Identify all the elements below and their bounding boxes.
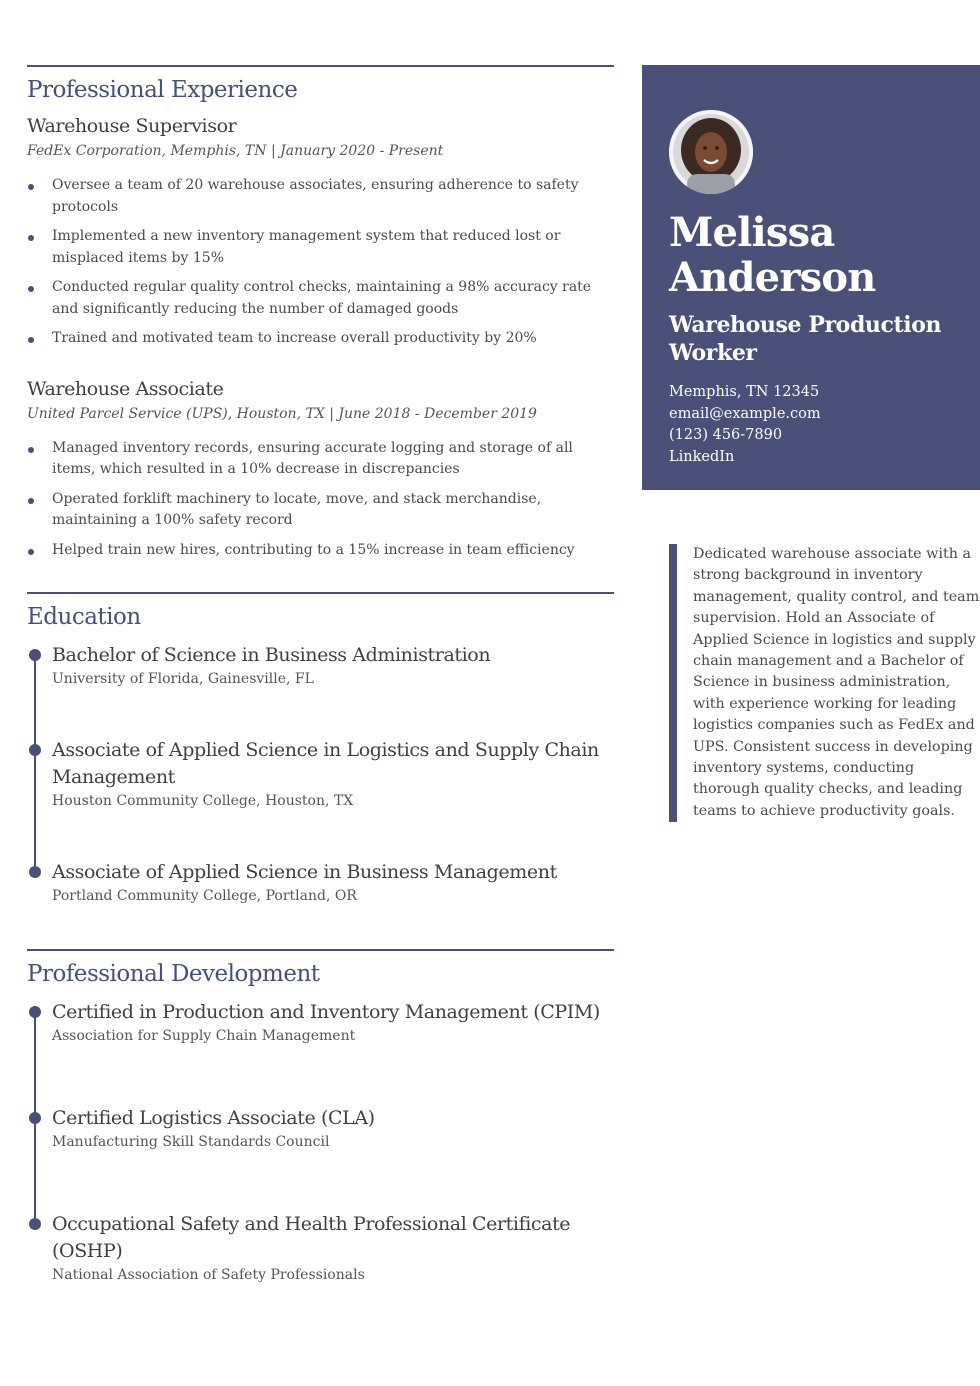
job-bullet: Conducted regular quality control checks, maintaining a 98% accuracy rate and significantly reducing the number of damaged goods	[27, 277, 614, 320]
job-bullet: Implemented a new inventory management system that reduced lost or misplaced items by 15%	[27, 226, 614, 269]
timeline-dot	[29, 649, 41, 661]
education-section	[27, 592, 614, 949]
job-bullet: Oversee a team of 20 warehouse associates, ensuring adherence to safety protocols	[27, 175, 614, 218]
certificate-title: Certified in Production and Inventory Management (CPIM)	[52, 1001, 600, 1023]
job-bullets	[27, 438, 614, 562]
development-item	[27, 1105, 614, 1152]
job-bullets	[27, 175, 614, 350]
job-bullet: Trained and motivated team to increase overall productivity by 20%	[27, 328, 614, 350]
job-entry	[27, 115, 614, 350]
timeline-dot	[29, 1006, 41, 1018]
development-heading: Professional Development	[27, 961, 320, 987]
timeline-dot	[29, 866, 41, 878]
education-item	[27, 642, 614, 689]
school-name: Houston Community College, Houston, TX	[52, 793, 354, 809]
job-title: Warehouse Supervisor	[27, 115, 237, 137]
education-timeline	[27, 642, 614, 906]
timeline-dot	[29, 744, 41, 756]
experience-heading: Professional Experience	[27, 77, 298, 103]
job-role: Warehouse Production Worker	[669, 312, 942, 366]
experience-section	[27, 65, 614, 592]
education-item	[27, 737, 614, 811]
education-heading: Education	[27, 604, 141, 630]
job-bullet: Operated forklift machinery to locate, move, and stack merchandise, maintaining a 100% safety record	[27, 489, 614, 532]
email-link[interactable]: email@example.com	[669, 405, 821, 422]
main-column	[27, 65, 614, 1285]
development-item	[27, 999, 614, 1046]
development-timeline	[27, 999, 614, 1285]
certificate-title: Certified Logistics Associate (CLA)	[52, 1107, 375, 1129]
timeline-dot	[29, 1218, 41, 1230]
job-meta: FedEx Corporation, Memphis, TN | January 2020 - Present	[27, 143, 444, 159]
avatar	[669, 110, 753, 194]
certificate-title: Occupational Safety and Health Professional Certificate (OSHP)	[52, 1213, 571, 1262]
education-item	[27, 859, 614, 906]
degree-title: Associate of Applied Science in Business Management	[52, 861, 557, 883]
first-name: Melissa	[669, 209, 835, 256]
linkedin-link[interactable]: LinkedIn	[669, 448, 735, 465]
development-item	[27, 1211, 614, 1285]
avatar-photo-icon	[669, 110, 753, 194]
job-title: Warehouse Associate	[27, 377, 224, 400]
candidate-name	[669, 210, 969, 300]
school-name: University of Florida, Gainesville, FL	[52, 671, 314, 687]
job-meta: United Parcel Service (UPS), Houston, TX | June 2018 - December 2019	[27, 405, 537, 422]
last-name: Anderson	[669, 254, 876, 301]
contact-info	[669, 382, 821, 468]
timeline-dot	[29, 1112, 41, 1124]
job-bullet: Managed inventory records, ensuring accurate logging and storage of all items, which resulted in a 10% decrease in discrepancies	[27, 438, 614, 481]
certificate-org: National Association of Safety Professionals	[52, 1267, 365, 1283]
certificate-org: Association for Supply Chain Management	[52, 1028, 356, 1044]
phone: (123) 456-7890	[669, 427, 783, 443]
degree-title: Associate of Applied Science in Logistics and Supply Chain Management	[52, 739, 599, 788]
summary-text: Dedicated warehouse associate with a strong background in inventory management, quality control, and team supervision. Hold an Associate of Applied Science in logistics and supply chain management and a Bachelor of Science in business administration, with experience working for leading logistics companies such as FedEx and UPS. Consistent success in developing inventory systems, conducting thorough quality checks, and leading teams to achieve productivity goals.	[669, 544, 980, 822]
school-name: Portland Community College, Portland, OR	[52, 888, 357, 904]
profile-panel	[642, 65, 980, 490]
development-section	[27, 949, 614, 1285]
degree-title: Bachelor of Science in Business Administration	[52, 644, 491, 666]
address: Memphis, TN 12345	[669, 384, 820, 400]
job-bullet: Helped train new hires, contributing to a 15% increase in team efficiency	[27, 540, 614, 562]
certificate-org: Manufacturing Skill Standards Council	[52, 1134, 330, 1150]
job-entry	[27, 378, 614, 562]
